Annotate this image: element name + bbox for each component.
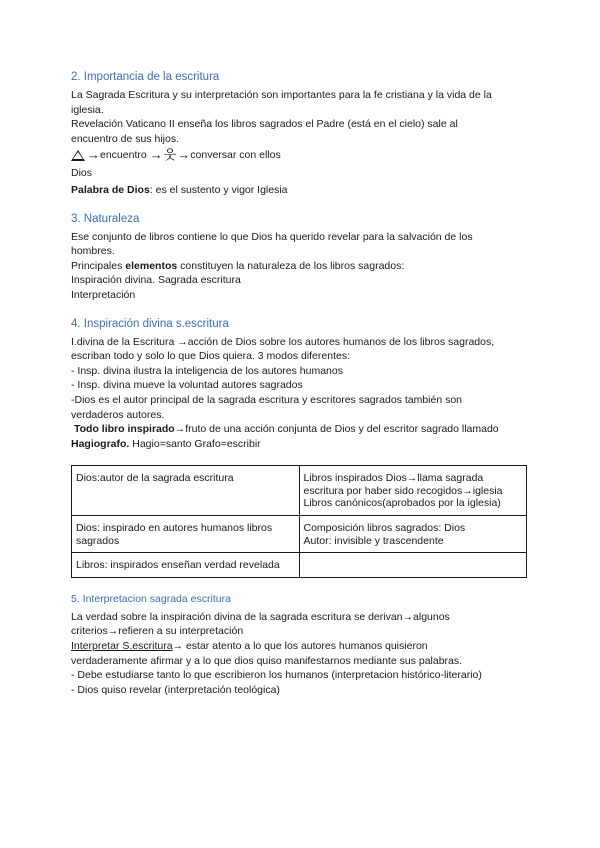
- arrow-icon: →: [177, 147, 191, 163]
- cell-text: Libros inspirados Dios→llama sagrada: [303, 472, 484, 485]
- text-line: verdaderos autores.: [71, 408, 165, 421]
- arrow-icon: →: [87, 147, 100, 163]
- text-line: hombres.: [71, 245, 115, 258]
- text-line: encuentro de sus hijos.: [71, 132, 179, 145]
- text-line: - Debe estudiarse tanto lo que escribieron los humanos (interpretacion histórico-literario): [71, 669, 482, 682]
- table-row: [72, 553, 527, 578]
- table-cell: [299, 516, 527, 553]
- section-importancia: [71, 70, 531, 198]
- text-line: verdaderamente afirmar y a lo que dios quiso manifestarnos mediante sus palabras.: [71, 654, 463, 667]
- section-naturaleza: [71, 212, 531, 303]
- text-line: escriban todo y solo lo que Dios quiera. 3 modos diferentes:: [71, 350, 350, 363]
- text-line: [71, 259, 531, 274]
- bold-text: Hagiografo.: [71, 437, 130, 450]
- text-line: Interpretación: [71, 288, 136, 301]
- arrow-icon: →: [149, 147, 163, 163]
- symbol-text: encuentro: [100, 149, 147, 162]
- section-title: 3. Naturaleza: [71, 212, 140, 225]
- text-line: criterios→refieren a su interpretación: [71, 625, 244, 638]
- cell-text: sagrados: [76, 534, 120, 547]
- table-cell: [72, 466, 300, 516]
- cell-text: Composición libros sagrados: Dios: [303, 522, 466, 535]
- cell-text: Dios:autor de la sagrada escritura: [76, 472, 234, 485]
- symbol-line: [71, 146, 531, 164]
- table-cell: [72, 516, 300, 553]
- section-title: 2. Importancia de la escritura: [71, 71, 220, 83]
- text-span: constituyen la naturaleza de los libros sagrados:: [177, 259, 405, 272]
- table-cell: [72, 553, 300, 578]
- text-line: La verdad sobre la inspiración divina de la sagrada escritura se derivan→algunos: [71, 610, 450, 623]
- text-line: [71, 639, 531, 654]
- bold-text: elementos: [125, 259, 178, 272]
- cell-text: Dios: inspirado en autores humanos libros: [76, 522, 273, 535]
- summary-table: [71, 465, 527, 578]
- text-span: → estar atento a lo que los autores humanos quisieron: [172, 640, 428, 653]
- section-title: 5. Interpretacion sagrada escritura: [71, 592, 231, 605]
- cell-text: escritura por haber sido recogidos→iglesia: [303, 484, 503, 497]
- text-line: La Sagrada Escritura y su interpretación son importantes para la fe cristiana y la vida de la: [71, 89, 492, 101]
- section-inspiracion: [71, 317, 531, 452]
- document-page: [71, 70, 531, 706]
- text-line: - Dios quiso revelar (interpretación teológica): [71, 683, 280, 696]
- triangle-icon: [71, 150, 85, 161]
- person-icon: 웃: [163, 147, 177, 163]
- text-span: : es el sustento y vigor Iglesia: [149, 183, 288, 196]
- text-line: I.divina de la Escritura →acción de Dios sobre los autores humanos de los libros sagrados,: [71, 335, 495, 348]
- text-line: Dios: [71, 167, 93, 180]
- text-line: [71, 437, 531, 452]
- underlined-text: Interpretar S.escritura: [71, 640, 173, 653]
- symbol-text: conversar con ellos: [190, 149, 281, 162]
- cell-text: Libros canónicos(aprobados por la iglesia): [303, 497, 501, 510]
- text-line: iglesia.: [71, 103, 104, 116]
- cell-text: Autor: invisible y trascendente: [303, 534, 444, 547]
- table-row: [72, 466, 527, 516]
- table-cell: [299, 466, 527, 516]
- section-title: 4. Inspiración divina s.escritura: [71, 317, 229, 330]
- text-line: [71, 183, 531, 198]
- text-span: →fruto de una acción conjunta de Dios y del escritor sagrado llamado: [174, 423, 499, 436]
- table-cell: [299, 553, 527, 578]
- text-span: Principales: [71, 259, 126, 272]
- text-line: Inspiración divina. Sagrada escritura: [71, 274, 241, 287]
- table-row: [72, 516, 527, 553]
- text-line: Ese conjunto de libros contiene lo que Dios ha querido revelar para la salvación de los: [71, 230, 473, 243]
- bold-text: Todo libro inspirado: [74, 423, 175, 436]
- text-line: [71, 422, 531, 437]
- bold-text: Palabra de Dios: [71, 183, 150, 196]
- text-line: - Insp. divina mueve la voluntad autores sagrados: [71, 379, 303, 392]
- cell-text: Libros: inspirados enseñan verdad revelada: [76, 559, 280, 572]
- text-line: - Insp. divina ilustra la inteligencia de los autores humanos: [71, 364, 343, 377]
- text-span: Hagio=santo Grafo=escribir: [129, 437, 261, 450]
- text-line: -Dios es el autor principal de la sagrada escritura y escritores sagrados también son: [71, 393, 463, 406]
- section-interpretacion: [71, 592, 531, 698]
- text-line: Revelación Vaticano II enseña los libros sagrados el Padre (está en el cielo) sale al: [71, 118, 458, 131]
